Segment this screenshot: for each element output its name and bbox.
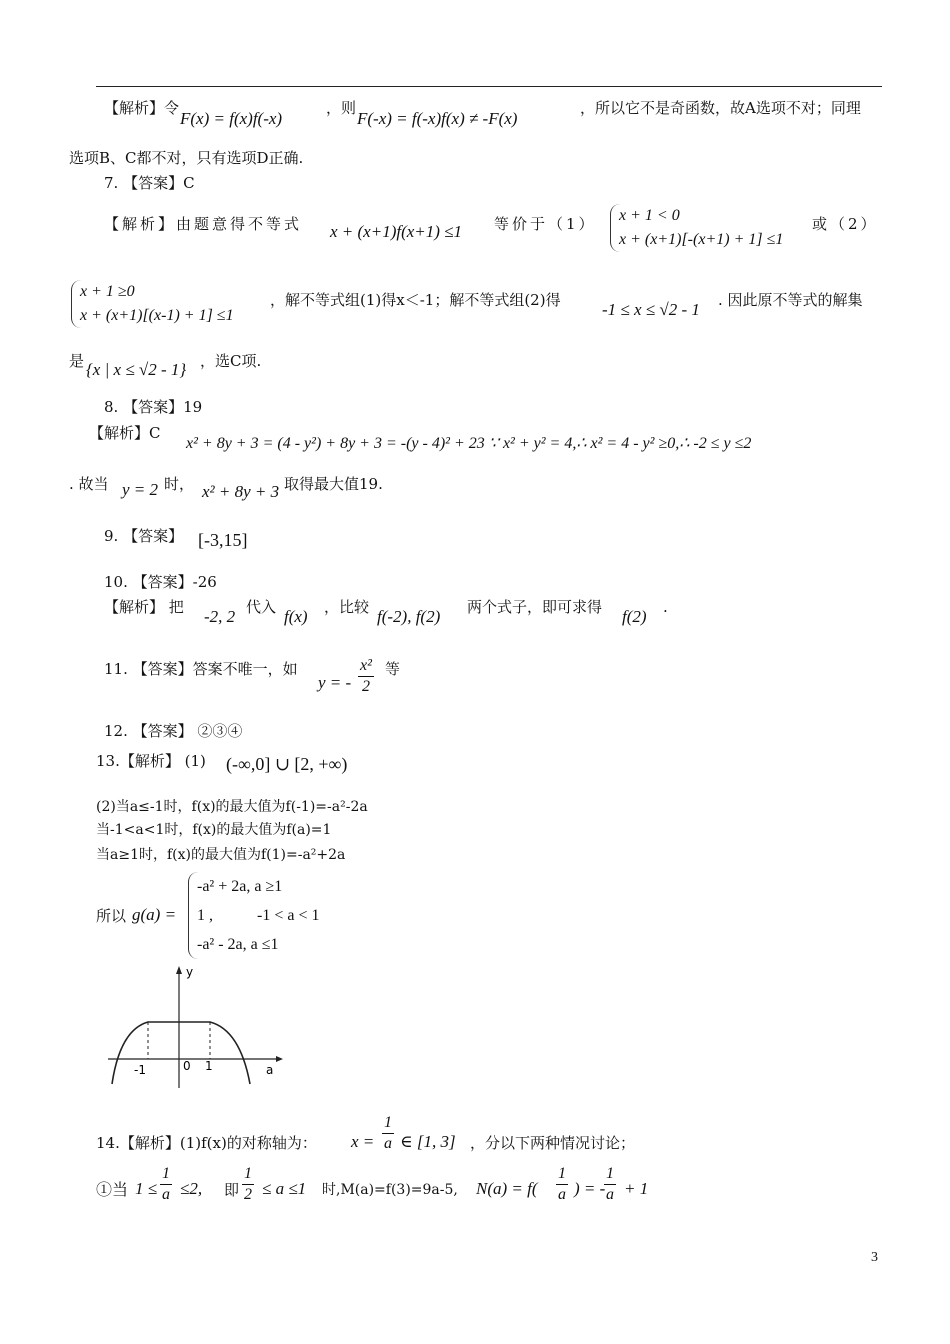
p13-graph xyxy=(100,960,290,1095)
graph-curve xyxy=(112,1022,250,1084)
p7-system-1 xyxy=(610,204,783,252)
p13-cases xyxy=(188,872,319,959)
p13-line-2: (2)当a≤-1时，f(x)的最大值为f(-1)=-a²-2a xyxy=(96,799,368,815)
graph-y-label: y xyxy=(186,965,194,979)
p14-formula-3: 1 ≤ xyxy=(135,1179,158,1198)
p9-formula: [-3,15] xyxy=(198,530,248,550)
p7-formula-2: -1 ≤ x ≤ √2 - 1 xyxy=(602,300,700,319)
p10-formula-3: f(-2), f(2) xyxy=(377,607,441,626)
p10-text-c: ，比较 xyxy=(324,598,370,616)
p12-answer: 12. 【答案】 ②③④ xyxy=(104,722,243,740)
p8-formula-3: x² + 8y + 3 xyxy=(202,482,280,501)
p7-text-e: . 因此原不等式的解集 xyxy=(718,291,863,309)
p14-fraction-3-num: 1 xyxy=(242,1164,254,1185)
p7-text-f: 是 xyxy=(69,352,85,370)
p14-formula-8: + 1 xyxy=(624,1179,649,1198)
p10-formula-4: f(2) xyxy=(622,607,647,626)
p13-formula-1: (-∞,0] ∪ [2, +∞) xyxy=(226,754,348,774)
p8-formula-2: y = 2 xyxy=(122,480,159,499)
p14-text-d: 即 xyxy=(224,1181,240,1199)
p14-formula-6: N(a) = f( xyxy=(476,1179,538,1198)
p13-line-4: 当a≥1时，f(x)的最大值为f(1)=-a²+2a xyxy=(96,847,346,863)
p6-text-d: 选项B、C都不对，只有选项D正确. xyxy=(69,149,304,167)
p14-text-e: 时,M(a)=f(3)=9a-5, xyxy=(322,1182,458,1198)
p6-text-b: ，则 xyxy=(326,99,357,117)
graph-x-label: a xyxy=(266,1063,274,1077)
p14-fraction-4-num: 1 xyxy=(556,1164,568,1185)
p13-text-a: 13.【解析】 (1) xyxy=(96,752,206,770)
page-number: 3 xyxy=(871,1250,878,1265)
graph-tick-neg: -1 xyxy=(134,1063,146,1077)
graph-tick-pos: 1 xyxy=(205,1059,213,1073)
p8-answer: 8. 【答案】19 xyxy=(104,398,203,416)
p13-formula-2: g(a) = xyxy=(132,905,177,924)
p14-fraction-4 xyxy=(556,1164,568,1205)
p7-system-2-row-2: x + (x+1)[(x-1) + 1] ≤1 xyxy=(80,307,234,324)
p10-formula-1: -2, 2 xyxy=(204,607,236,626)
p14-fraction-5-num: 1 xyxy=(604,1164,616,1185)
p14-fraction-1-num: 1 xyxy=(382,1113,394,1134)
graph-y-arrow-icon xyxy=(176,966,182,974)
p7-answer: 7. 【答案】C xyxy=(104,174,195,192)
p10-formula-2: f(x) xyxy=(284,607,308,626)
p10-text-d: 两个式子，即可求得 xyxy=(467,598,603,616)
p6-formula-2: F(-x) = f(-x)f(x) ≠ -F(x) xyxy=(357,109,518,128)
header-rule xyxy=(96,86,882,87)
p8-text-b: . 故当 xyxy=(69,475,109,493)
p11-fraction-num: x² xyxy=(358,656,374,677)
p10-text-b: 代入 xyxy=(246,598,277,616)
p9-answer: 9. 【答案】 xyxy=(104,527,184,545)
p14-fraction-5 xyxy=(604,1164,616,1205)
p14-formula-1: x = xyxy=(351,1132,375,1151)
p13-case-2: 1 , -1 < a < 1 xyxy=(197,907,320,924)
p11-fraction-den: 2 xyxy=(361,678,370,695)
p8-formula-1: x² + 8y + 3 = (4 - y²) + 8y + 3 = -(y - 4)² + 23 ∵ x² + y² = 4,∴ x² = 4 - y² ≥0,∴ -2 ≤ y ≤2 xyxy=(186,435,752,452)
p14-fraction-1-den: a xyxy=(384,1135,392,1152)
p8-text-d: 取得最大值19. xyxy=(284,475,383,493)
p6-text-c: ，所以它不是奇函数，故A选项不对；同理 xyxy=(580,99,861,117)
p8-text-a: 【解析】C xyxy=(89,424,161,442)
p14-text-a: 14.【解析】(1)f(x)的对称轴为： xyxy=(96,1134,317,1152)
p14-text-c: ①当 xyxy=(96,1180,129,1199)
p11-formula: y = - xyxy=(318,673,352,692)
p14-formula-7: ) = - xyxy=(574,1179,606,1198)
p14-formula-5: ≤ a ≤1 xyxy=(262,1179,307,1198)
p7-formula-3: {x | x ≤ √2 - 1} xyxy=(86,360,187,379)
p10-text-a: 【解析】 把 xyxy=(104,598,184,616)
graph-origin-label: 0 xyxy=(183,1059,191,1073)
p7-text-b: 等价于（1） xyxy=(494,215,597,233)
graph-x-arrow-icon xyxy=(276,1056,283,1062)
p10-text-e: . xyxy=(663,598,668,616)
p7-text-g: ，选C项. xyxy=(200,352,262,370)
p10-answer: 10. 【答案】-26 xyxy=(104,573,217,591)
p7-text-d: ，解不等式组(1)得x＜-1；解不等式组(2)得 xyxy=(270,291,561,309)
p14-fraction-3 xyxy=(242,1164,254,1205)
p13-line-3: 当-1<a<1时，f(x)的最大值为f(a)=1 xyxy=(96,822,332,838)
p7-system-1-row-1: x + 1 < 0 xyxy=(619,207,680,224)
p6-text-a: 【解析】令 xyxy=(104,99,180,117)
p14-fraction-5-den: a xyxy=(606,1186,614,1203)
p8-text-c: 时， xyxy=(164,475,195,493)
p14-fraction-1 xyxy=(382,1113,394,1154)
p13-case-3: -a² - 2a, a ≤1 xyxy=(197,936,279,953)
p7-formula-1: x + (x+1)f(x+1) ≤1 xyxy=(330,222,462,241)
p11-answer: 11. 【答案】答案不唯一，如 xyxy=(104,660,298,678)
p14-formula-2: ∈ [1, 3] xyxy=(400,1132,456,1151)
p14-text-b: ，分以下两种情况讨论； xyxy=(470,1134,636,1152)
p6-formula-1: F(x) = f(x)f(-x) xyxy=(180,109,283,128)
p11-text-b: 等 xyxy=(385,660,401,678)
p14-fraction-2-num: 1 xyxy=(160,1164,172,1185)
p14-fraction-2-den: a xyxy=(162,1186,170,1203)
p13-text-b: 所以 xyxy=(96,907,127,925)
p7-system-2 xyxy=(71,280,234,328)
p14-fraction-3-den: 2 xyxy=(244,1186,252,1203)
p7-text-a: 【解析】由题意得不等式 xyxy=(104,215,303,233)
p11-fraction xyxy=(358,656,374,697)
p14-fraction-4-den: a xyxy=(558,1186,566,1203)
p7-system-2-row-1: x + 1 ≥0 xyxy=(80,283,135,300)
p14-fraction-2 xyxy=(160,1164,172,1205)
p7-system-1-row-2: x + (x+1)[-(x+1) + 1] ≤1 xyxy=(619,231,784,248)
p13-case-1: -a² + 2a, a ≥1 xyxy=(197,878,283,895)
p14-formula-4: ≤2, xyxy=(180,1179,203,1198)
p7-text-c: 或（2） xyxy=(812,215,879,233)
